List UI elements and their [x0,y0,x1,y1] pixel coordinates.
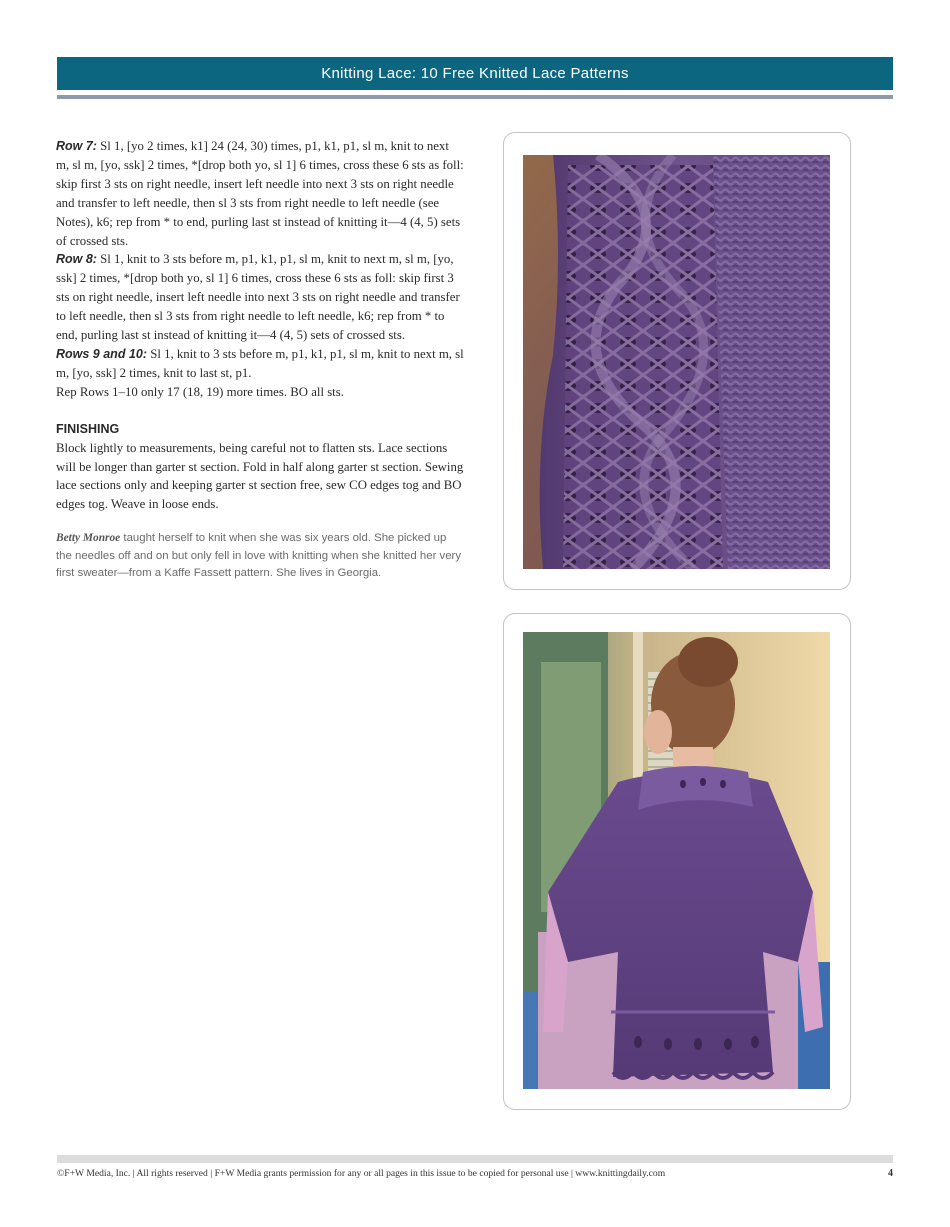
designer-bio [56,530,464,582]
rows-9-10-label: Rows 9 and 10: [56,346,147,361]
row-7-label: Row 7: [56,139,97,153]
row-8-text: Sl 1, knit to 3 sts before m, p1, k1, p1, sl m, knit to next m, sl m, [yo, ssk] 2 times, *[drop both yo, sl 1] 6 times, cross these 6 sts as foll: skip first 3 sts on right needle, insert left needle into next 3 sts on right needle and transfer to left needle, then sl 3 sts from right needle to left needle, k6; rep from * to end, purling last st instead of knitting it—4 (4, 5) sets of crossed sts. [56,252,460,343]
row-7-text: Sl 1, [yo 2 times, k1] 24 (24, 30) times, p1, k1, p1, sl m, knit to next m, sl m, [yo, ssk] 2 times, *[drop both yo, sl 1] 6 times, cross these 6 sts as foll: skip first 3 sts on right needle, insert left needle into next 3 sts on right needle and transfer to left needle, then sl 3 sts from right needle to left needle (see Notes), k6; rep from * to end, purling last st instead of knitting it—4 (4, 5) sets of crossed sts. [56,139,464,248]
row-8-label: Row 8: [56,252,97,267]
page-number: 4 [888,1168,893,1179]
designer-bio-text: taught herself to knit when she was six years old. She picked up the needles off and on but only fell in love with knitting when she knitted her very first sweater—from a Kaffe Fassett pattern. She lives in Georgia. [56,532,462,580]
instructions-column [56,137,464,582]
finishing-heading: FINISHING [56,421,120,436]
rows-9-10-paragraph [56,345,464,383]
header-title: Knitting Lace: 10 Free Knitted Lace Patterns [321,65,629,82]
designer-name: Betty Monroe [56,532,121,545]
row-8-paragraph [56,250,464,345]
footer-copyright: ©F+W Media, Inc. | All rights reserved | F+W Media grants permission for any or all pages in this issue to be copied for personal use | www.knittingdaily.com [57,1168,666,1179]
finishing-text: Block lightly to measurements, being careful not to flatten sts. Lace sections will be longer than garter st section. Fold in half along garter st section. Sewing lace sections only and keeping garter st section free, sew CO edges tog and BO edges tog. Weave in loose ends. [56,440,464,512]
model-back-photo [523,632,830,1089]
lace-closeup-photo [523,155,830,569]
row-7-paragraph [56,137,464,250]
rows-9-10-text: Sl 1, knit to 3 sts before m, p1, k1, p1, sl m, knit to next m, sl m, [yo, ssk] 2 times, knit to last st, p1. [56,346,464,380]
header-bar [57,57,893,90]
footer-rule [57,1155,893,1163]
footer [57,1168,893,1179]
repeat-paragraph: Rep Rows 1–10 only 17 (18, 19) more times. BO all sts. [56,384,344,399]
header-rule [57,95,893,99]
